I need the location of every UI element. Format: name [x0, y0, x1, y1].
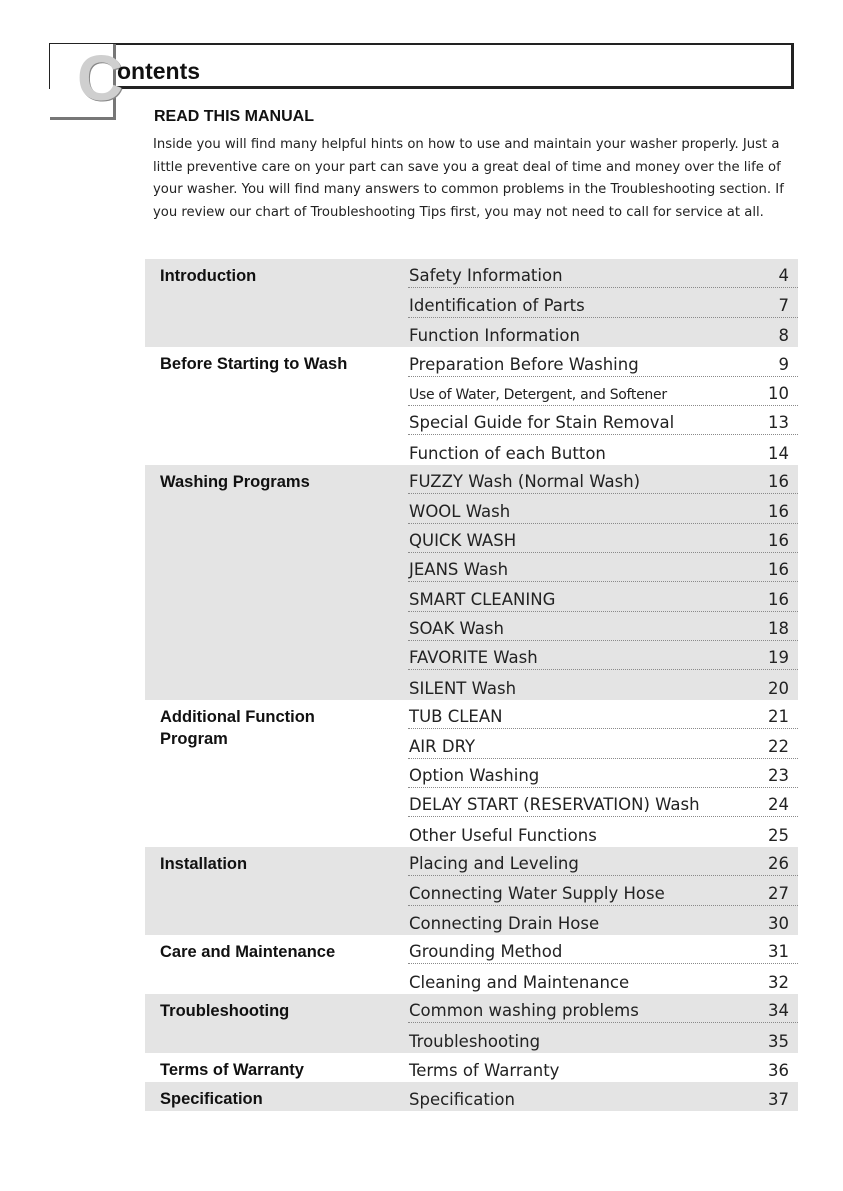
toc-entry[interactable] [408, 582, 798, 611]
toc-entry[interactable] [408, 788, 798, 817]
toc-entry[interactable] [408, 347, 798, 376]
toc-entry-label: Function Information [409, 326, 580, 346]
toc-entry-page-number: 22 [768, 736, 789, 756]
toc-entry[interactable] [408, 994, 798, 1023]
toc-entry-list [408, 347, 798, 465]
toc-entry[interactable] [408, 318, 798, 347]
toc-entry-list [408, 1082, 798, 1111]
contents-initial-letter: C [77, 42, 124, 114]
toc-section [145, 994, 798, 1053]
toc-entry[interactable] [408, 876, 798, 905]
toc-entry-page-number: 20 [768, 678, 789, 698]
toc-entry-page-number: 10 [768, 383, 789, 403]
toc-section [145, 465, 798, 700]
toc-entry[interactable] [408, 906, 798, 935]
toc-section [145, 847, 798, 935]
toc-section [145, 259, 798, 347]
toc-entry-page-number: 24 [768, 795, 789, 815]
toc-entry-page-number: 23 [768, 766, 789, 786]
toc-entry-page-number: 16 [768, 560, 789, 580]
toc-entry-label: Option Washing [409, 766, 540, 786]
toc-entry[interactable] [408, 670, 798, 699]
toc-section-title: Care and Maintenance [160, 942, 336, 961]
toc-entry-list [408, 994, 798, 1053]
toc-entry-page-number: 7 [778, 295, 789, 315]
toc-entry-label: Grounding Method [409, 942, 563, 962]
toc-entry-label: SILENT Wash [409, 678, 517, 698]
table-of-contents [145, 259, 798, 1111]
toc-entry-page-number: 16 [768, 530, 789, 550]
toc-entry-label: Specification [409, 1090, 515, 1110]
toc-entry-page-number: 27 [768, 883, 789, 903]
toc-entry-label: Preparation Before Washing [409, 354, 639, 374]
toc-entry-label: Placing and Leveling [409, 854, 579, 874]
toc-entry-page-number: 32 [768, 972, 789, 992]
toc-entry-list [408, 259, 798, 347]
toc-entry-page-number: 21 [768, 707, 789, 727]
toc-entry[interactable] [408, 759, 798, 788]
toc-entry-label: SOAK Wash [409, 619, 504, 639]
toc-entry[interactable] [408, 524, 798, 553]
toc-entry[interactable] [408, 1053, 798, 1082]
toc-entry-label: SMART CLEANING [409, 589, 556, 609]
toc-entry-page-number: 16 [768, 589, 789, 609]
toc-entry-label: DELAY START (RESERVATION) Wash [409, 795, 700, 815]
toc-entry[interactable] [408, 1082, 798, 1111]
toc-entry-page-number: 31 [768, 942, 789, 962]
toc-section-title: Introduction [160, 267, 257, 285]
toc-section-title: Installation [160, 854, 248, 873]
toc-entry[interactable] [408, 288, 798, 317]
toc-entry[interactable] [408, 964, 798, 993]
toc-entry[interactable] [408, 700, 798, 729]
toc-entry-label: Other Useful Functions [409, 825, 597, 845]
toc-section-title: Troubleshooting [160, 1001, 290, 1020]
toc-entry-label: TUB CLEAN [409, 707, 503, 727]
toc-entry-page-number: 30 [768, 913, 789, 933]
toc-entry-page-number: 25 [768, 825, 789, 845]
toc-entry-page-number: 13 [768, 413, 789, 433]
toc-entry-page-number: 26 [768, 854, 789, 874]
toc-entry-label: Use of Water, Detergent, and Softener [409, 386, 667, 403]
toc-section-title: Washing Programs [160, 472, 310, 491]
toc-section [145, 935, 798, 994]
toc-entry-label: Function of each Button [409, 443, 606, 463]
toc-entry-label: FUZZY Wash (Normal Wash) [409, 472, 641, 492]
toc-entry-label: AIR DRY [409, 736, 476, 756]
toc-section-title: Terms of Warranty [160, 1060, 304, 1079]
toc-entry[interactable] [408, 847, 798, 876]
toc-entry-list [408, 1053, 798, 1082]
toc-entry-page-number: 37 [768, 1090, 789, 1110]
toc-section-title: Additional Function Program [160, 707, 315, 748]
intro-paragraph: Inside you will find many helpful hints on how to use and maintain your washer properly. Just a little preventive care on your part can save you a great deal of time and money over the life of your washer. You will find many answers to common problems in the Troubleshooting section. If you review our chart of Troubleshooting Tips first, you may not need to call for service at all. [153, 137, 784, 220]
toc-entry-label: Safety Information [409, 266, 563, 286]
toc-entry-page-number: 16 [768, 472, 789, 492]
toc-entry[interactable] [408, 935, 798, 964]
toc-entry-page-number: 34 [768, 1001, 789, 1021]
toc-entry[interactable] [408, 729, 798, 758]
contents-initial-block [50, 42, 124, 120]
toc-entry[interactable] [408, 641, 798, 670]
toc-entry-page-number: 19 [768, 648, 789, 668]
toc-entry[interactable] [408, 435, 798, 464]
toc-entry-page-number: 14 [768, 443, 789, 463]
read-manual-heading: READ THIS MANUAL [154, 108, 314, 125]
toc-entry[interactable] [408, 406, 798, 435]
toc-entry-page-number: 35 [768, 1031, 789, 1051]
toc-section-title: Before Starting to Wash [160, 355, 348, 374]
toc-entry-label: Troubleshooting [409, 1031, 541, 1051]
toc-entry-label: Special Guide for Stain Removal [409, 413, 675, 433]
toc-entry-label: Terms of Warranty [409, 1060, 560, 1080]
toc-entry-label: Connecting Drain Hose [409, 913, 600, 933]
toc-entry-label: Cleaning and Maintenance [409, 972, 630, 992]
toc-entry-page-number: 36 [768, 1060, 789, 1080]
toc-section-title: Specification [160, 1089, 263, 1108]
toc-entry-label: Common washing problems [409, 1001, 639, 1021]
toc-entry[interactable] [408, 553, 798, 582]
toc-entry-page-number: 8 [778, 326, 789, 346]
toc-entry-list [408, 700, 798, 847]
toc-entry-label: FAVORITE Wash [409, 648, 538, 668]
toc-section [145, 347, 798, 465]
toc-entry[interactable] [408, 377, 798, 406]
toc-entry-page-number: 4 [778, 266, 789, 286]
toc-section [145, 1053, 798, 1082]
toc-section [145, 1082, 798, 1111]
toc-entry-label: QUICK WASH [409, 530, 517, 550]
toc-entry-page-number: 18 [768, 619, 789, 639]
toc-section [145, 700, 798, 847]
toc-entry-label: Identification of Parts [409, 295, 585, 315]
toc-entry[interactable] [408, 494, 798, 523]
toc-entry-page-number: 9 [778, 354, 789, 374]
toc-entry-label: Connecting Water Supply Hose [409, 883, 665, 903]
toc-entry-page-number: 16 [768, 501, 789, 521]
toc-entry[interactable] [408, 259, 798, 288]
contents-title: ontents [117, 58, 201, 84]
toc-entry-list [408, 935, 798, 994]
toc-entry[interactable] [408, 612, 798, 641]
toc-entry[interactable] [408, 817, 798, 846]
toc-entry-label: WOOL Wash [409, 501, 511, 521]
toc-entry-list [408, 847, 798, 935]
toc-entry[interactable] [408, 1023, 798, 1052]
toc-entry-list [408, 465, 798, 700]
toc-entry-label: JEANS Wash [409, 560, 509, 580]
toc-entry[interactable] [408, 465, 798, 494]
